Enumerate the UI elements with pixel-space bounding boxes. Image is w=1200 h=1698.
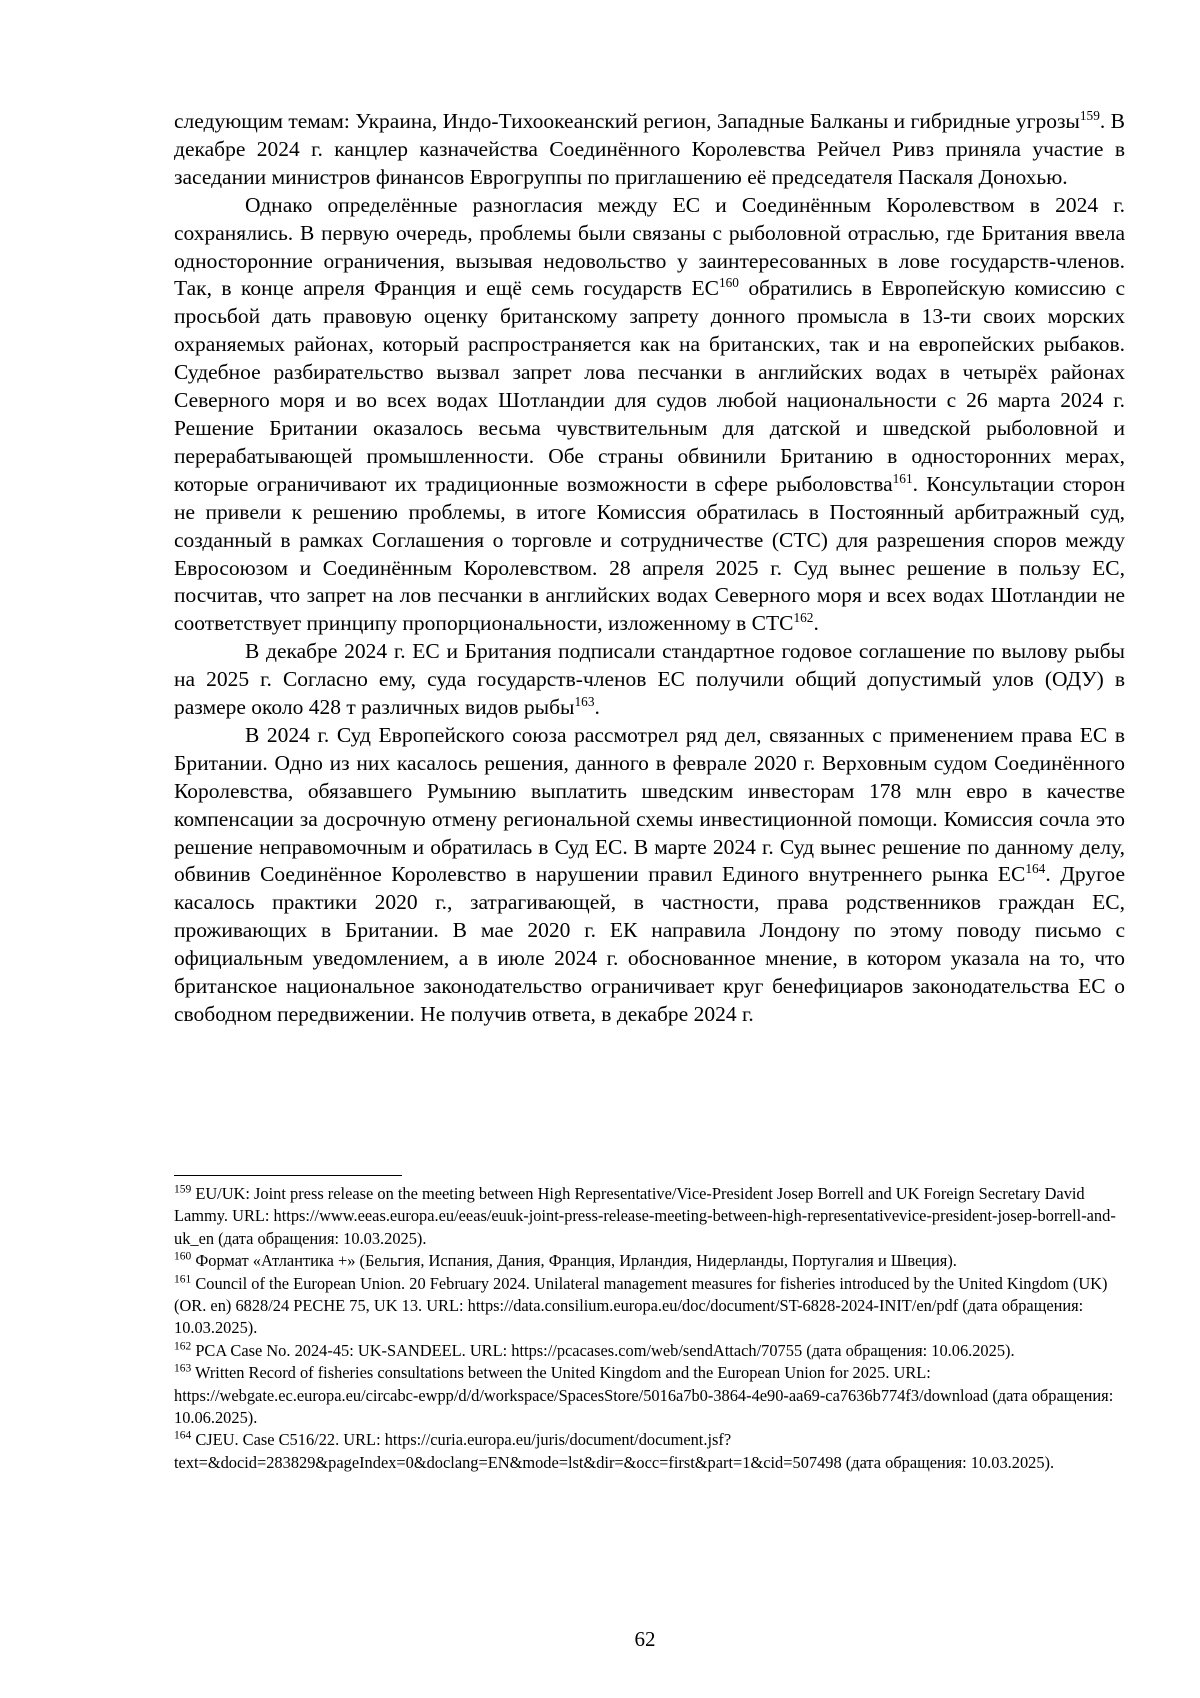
footnote-number: 159 — [174, 1183, 192, 1196]
paragraph — [174, 192, 1125, 639]
paragraph — [174, 108, 1125, 192]
footnote-text: PCA Case No. 2024-45: UK-SANDEEL. URL: https://pcacases.com/web/sendAttach/70755 (дата обращения: 10.06.2025). — [195, 1340, 1015, 1360]
footnote — [174, 1340, 1125, 1362]
paragraph — [174, 638, 1125, 722]
text-run: следующим темам: Украина, Индо-Тихоокеанский регион, Западные Балканы и гибридные угрозы — [174, 109, 1080, 133]
text-run: В 2024 г. Суд Европейского союза рассмотрел ряд дел, связанных с применением права ЕС в Британии. Одно из них касалось решения, данного в феврале 2020 г. Верховным судом Соединённого Королевства, обязавшего Румынию выплатить шведским инвесторам 178 млн евро в качестве компенсации за досрочную отмену региональной схемы инвестиционной помощи. Комиссия сочла это решение неправомочным и обратилась в Суд ЕС. В марте 2024 г. Суд вынес решение по данному делу, обвинив Соединённое Королевство в нарушении правил Единого внутреннего рынка ЕС — [174, 722, 1125, 887]
text-run: . Консультации сторон не привели к решению проблемы, в итоге Комиссия обратилась в Постоянный арбитражный суд, созданный в рамках Соглашения о торговле и сотрудничестве (СТС) для разрешения споров между Евросоюзом и Соединённым Королевством. 28 апреля 2025 г. Суд вынес решение в пользу ЕС, посчитав, что запрет на лов песчанки в английских водах Северного моря и всех водах Шотландии не соответствует принципу пропорциональности, изложенному в СТС — [174, 471, 1125, 636]
footnote-ref: 164 — [1025, 861, 1046, 877]
footnote-number: 161 — [174, 1273, 192, 1286]
footnote-ref: 161 — [892, 470, 913, 486]
text-run: . — [813, 611, 819, 636]
footnote — [174, 1429, 1125, 1474]
footnote — [174, 1183, 1125, 1250]
page-number: 62 — [634, 1627, 656, 1651]
footnote-ref: 163 — [574, 693, 595, 709]
footnote — [174, 1250, 1125, 1272]
text-run: В декабре 2024 г. ЕС и Британия подписали стандартное годовое соглашение по вылову рыбы на 2025 г. Согласно ему, суда государств-членов ЕС получили общий допустимый улов (ОДУ) в размере около 428 т различных видов рыбы — [174, 639, 1125, 720]
footnote-number: 163 — [174, 1362, 192, 1375]
footnote-separator — [174, 1175, 402, 1176]
footnote — [174, 1273, 1125, 1340]
footnote — [174, 1362, 1125, 1429]
text-run: . — [594, 695, 600, 720]
text-run: обратились в Европейскую комиссию с просьбой дать правовую оценку британскому запрету донного промысла в 13-ти своих морских охраняемых районах, который распространяется как на британских, так и на европейских рыбаков. Судебное разбирательство вызвал запрет лова песчанки в английских водах в четырёх районах Северного моря и во всех водах Шотландии для судов любой национальности с 26 марта 2024 г. Решение Британии оказалось весьма чувствительным для датской и шведской рыболовной и перерабатывающей промышленности. Обе страны обвинили Британию в односторонних мерах, которые ограничивают их традиционные возможности в сфере рыболовства — [174, 276, 1125, 496]
footnote-text: CJEU. Case C516/22. URL: https://curia.europa.eu/juris/document/document.jsf?text=&docid=283829&pageIndex=0&doclang=EN&mode=lst&dir=&occ=first&part=1&cid=507498 (дата обращения: 10.03.2025). — [174, 1430, 1055, 1472]
text-run: Однако определённые разногласия между ЕС и Соединённым Королевством в 2024 г. сохранялись. В первую очередь, проблемы были связаны с рыболовной отраслью, где Британия ввела односторонние ограничения, вызывая недовольство у заинтересованных в лове государств-членов. Так, в конце апреля Франция и ещё семь государств ЕС — [174, 192, 1125, 301]
footnote-text: EU/UK: Joint press release on the meeting between High Representative/Vice-President Josep Borrell and UK Foreign Secretary David Lammy. URL: https://www.eeas.europa.eu/eeas/euuk-joint-press-release-meeting-between-high-representativevice-president-josep-borrell-and-uk_en (дата обращения: 10.03.2025). — [174, 1184, 1116, 1248]
footnote-ref: 159 — [1079, 107, 1100, 123]
footnotes-section — [174, 1183, 1125, 1474]
footnote-number: 164 — [174, 1430, 192, 1442]
footnote-number: 162 — [174, 1340, 192, 1353]
text-run: . В декабре 2024 г. канцлер казначейства Соединённого Королевства Рейчел Ривз приняла участие в заседании министров финансов Еврогруппы по приглашению её председателя Паскаля Донохью. — [174, 109, 1126, 189]
footnote-text: Council of the European Union. 20 February 2024. Unilateral management measures for fisheries introduced by the United Kingdom (UK) (OR. en) 6828/24 PECHE 75, UK 13. URL: https://data.consilium.europa.eu/doc/document/ST-6828-2024-INIT/en/pdf (дата обращения: 10.03.2025). — [174, 1273, 1108, 1338]
text-run: . Другое касалось практики 2020 г., затрагивающей, в частности, права родственников граждан ЕС, проживающих в Британии. В мае 2020 г. ЕК направила Лондону по этому поводу письмо с официальным уведомлением, а в июле 2024 г. обоснованное мнение, в котором указала на то, что британское национальное законодательство ограничивает круг бенефициаров законодательства ЕС о свободном передвижении. Не получив ответа, в декабре 2024 г. — [174, 862, 1125, 1026]
paragraph — [174, 722, 1125, 1029]
footnote-ref: 160 — [718, 275, 739, 291]
footnote-text: Формат «Атлантика +» (Бельгия, Испания, Дания, Франция, Ирландия, Нидерланды, Португалия и Швеция). — [195, 1251, 957, 1271]
footnote-ref: 162 — [793, 610, 814, 626]
footnote-text: Written Record of fisheries consultations between the United Kingdom and the European Union for 2025. URL: https://webgate.ec.europa.eu/circabc-ewpp/d/d/workspace/SpacesStore/5016a7b0-3864-4e90-aa69-ca7636b774f3/download (дата обращения: 10.06.2025). — [174, 1363, 1114, 1428]
main-text — [174, 108, 1125, 1029]
footnote-number: 160 — [174, 1250, 192, 1263]
